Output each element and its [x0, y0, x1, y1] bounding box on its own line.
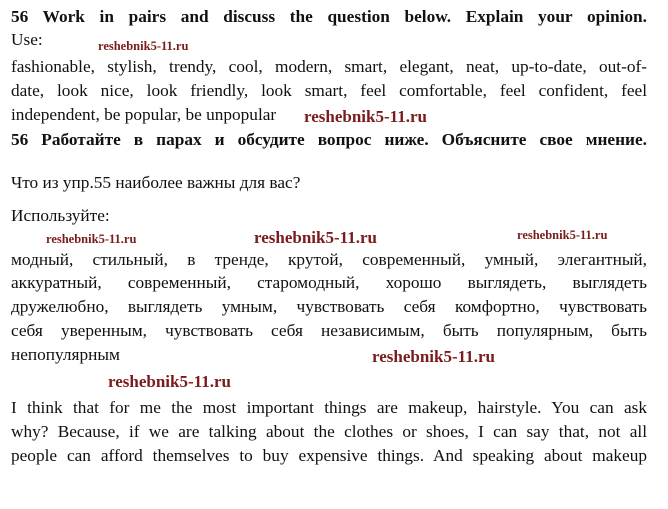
- word-list-ru-line-4: себя уверенным, чувствовать себя независимым, быть популярным, быть: [11, 321, 647, 340]
- watermark: reshebnik5-11.ru: [98, 39, 189, 53]
- answer-line-3: people can afford themselves to buy expensive things. And speaking about makeup: [11, 446, 647, 465]
- word-list-en-line-2: date, look nice, look friendly, look smart, feel comfortable, feel confident, feel: [11, 81, 647, 100]
- word-list-ru-line-1: модный, стильный, в тренде, крутой, современный, умный, элегантный,: [11, 250, 647, 269]
- answer-line-1: I think that for me the most important things are makeup, hairstyle. You can ask: [11, 398, 647, 417]
- watermark: reshebnik5-11.ru: [46, 232, 137, 246]
- use-label: Use:: [11, 30, 43, 49]
- question-ru: Что из упр.55 наиболее важны для вас?: [11, 173, 301, 192]
- task-heading-ru: 56 Работайте в парах и обсудите вопрос ниже. Объясните свое мнение.: [11, 130, 647, 149]
- watermark: reshebnik5-11.ru: [108, 372, 231, 391]
- watermark: reshebnik5-11.ru: [372, 347, 495, 366]
- word-list-ru-line-2: аккуратный, современный, старомодный, хорошо выглядеть, выглядеть: [11, 273, 647, 292]
- word-list-en-line-1: fashionable, stylish, trendy, cool, modern, smart, elegant, neat, up-to-date, out-of-: [11, 57, 647, 76]
- task-heading-en: 56 Work in pairs and discuss the question below. Explain your opinion.: [11, 7, 647, 26]
- answer-line-2: why? Because, if we are talking about the clothes or shoes, I can say that, not all: [11, 422, 647, 441]
- word-list-ru-line-5: непопулярным: [11, 345, 120, 364]
- word-list-ru-line-3: дружелюбно, выглядеть умным, чувствовать себя комфортно, чувствовать: [11, 297, 647, 316]
- watermark: reshebnik5-11.ru: [304, 107, 427, 126]
- watermark: reshebnik5-11.ru: [517, 228, 608, 242]
- use-label-ru: Используйте:: [11, 206, 110, 225]
- word-list-en-line-3: independent, be popular, be unpopular: [11, 105, 277, 124]
- watermark: reshebnik5-11.ru: [254, 228, 377, 247]
